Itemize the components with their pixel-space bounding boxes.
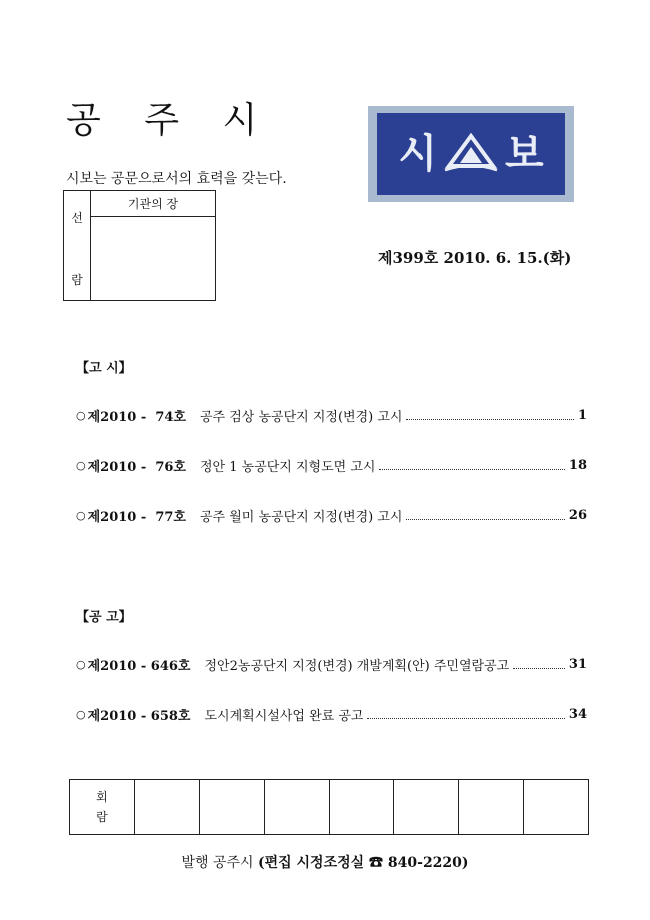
toc-entry-title: 공주 검상 농공단지 지정(변경) 고시 (199, 409, 403, 425)
bullet-icon: ○ (76, 707, 86, 721)
toc-entry-page: 1 (577, 407, 587, 423)
publisher-footer (0, 852, 650, 872)
toc-entry[interactable] (76, 654, 587, 674)
signature-cell (394, 780, 459, 834)
toc-entry-number: 제2010 - 646호 (87, 658, 191, 674)
toc-entry[interactable] (76, 455, 587, 475)
signature-cell (135, 780, 200, 834)
toc-entry-page: 34 (568, 706, 587, 722)
signature-cell (200, 780, 265, 834)
circulation-label-top: 회 (96, 790, 108, 804)
toc-entry-title: 정안2농공단지 지정(변경) 개발계획(안) 주민열람공고 (204, 658, 510, 674)
circulation-label-cell (70, 780, 135, 834)
toc-entry-title: 공주 월미 농공단지 지정(변경) 고시 (199, 509, 403, 525)
leader-dots (513, 660, 565, 669)
signature-cell (330, 780, 395, 834)
toc-entry[interactable] (76, 505, 587, 525)
circulation-table (69, 779, 589, 835)
circulation-side (64, 191, 91, 300)
logo-right-char: 보 (505, 131, 544, 177)
leader-dots (406, 411, 573, 420)
leader-dots (406, 511, 564, 520)
publisher-phone: 840-2220) (383, 855, 469, 871)
circulation-side-bottom: 람 (71, 273, 83, 287)
leader-dots (367, 710, 564, 719)
toc-entry-number: 제2010 - 76호 (87, 459, 186, 475)
signature-cell (524, 780, 588, 834)
bullet-icon: ○ (76, 508, 86, 522)
toc-entry-title: 도시계획시설사업 완료 공고 (204, 708, 364, 724)
subtitle: 시보는 공문으로서의 효력을 갖는다. (66, 171, 287, 187)
circulation-label-bottom: 람 (96, 810, 108, 824)
toc-entry-page: 31 (568, 656, 587, 672)
toc-entry-number: 제2010 - 658호 (87, 708, 191, 724)
toc-entry[interactable] (76, 405, 587, 425)
toc-entry-number: 제2010 - 74호 (87, 409, 186, 425)
circulation-header: 기관의 장 (91, 191, 215, 217)
bullet-icon: ○ (76, 408, 86, 422)
toc-entry-number: 제2010 - 77호 (87, 509, 186, 525)
city-name: 공 주 시 (66, 100, 274, 141)
bulletin-logo (368, 106, 574, 202)
phone-icon: ☎ (369, 855, 384, 871)
circulation-box (63, 190, 216, 301)
logo-panel (377, 113, 565, 195)
leader-dots (379, 461, 564, 470)
signature-cell (459, 780, 524, 834)
section-notices-label: 【고 시】 (76, 361, 132, 376)
signature-cell (265, 780, 330, 834)
bullet-icon: ○ (76, 458, 86, 472)
toc-entry-page: 26 (568, 507, 587, 523)
bullet-icon: ○ (76, 657, 86, 671)
toc-entry-title: 정안 1 농공단지 지형도면 고시 (199, 459, 376, 475)
section-announcements-label: 【공 고】 (76, 610, 132, 625)
issue-number-date: 제399호 2010. 6. 15.(화) (378, 249, 572, 267)
circulation-side-top: 선 (71, 211, 83, 225)
publisher-prefix: 발행 공주시 (181, 855, 258, 871)
mountain-emblem-icon (443, 133, 499, 175)
logo-left-char: 시 (398, 131, 437, 177)
publisher-edit: (편집 시정조정실 (257, 855, 370, 871)
toc-entry-page: 18 (568, 457, 587, 473)
toc-entry[interactable] (76, 704, 587, 724)
